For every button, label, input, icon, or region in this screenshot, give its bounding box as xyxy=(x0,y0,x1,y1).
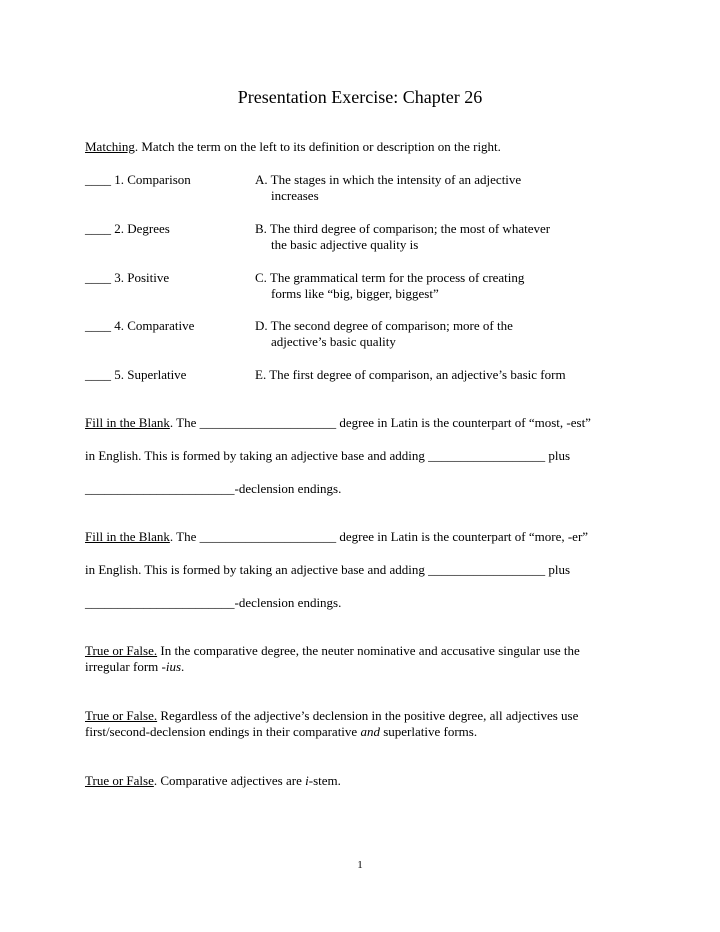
fill-blank-2-line-3: _______________________-declension endings. xyxy=(85,595,342,610)
true-false-text: Regardless of the adjective’s declension in the positive degree, all adjectives use xyxy=(157,708,579,723)
definition-line-1: C. The grammatical term for the process of creating xyxy=(255,270,525,285)
matching-definition xyxy=(255,221,615,253)
matching-term: ____ 4. Comparative xyxy=(85,318,195,333)
definition-line-2: the basic adjective quality is xyxy=(271,237,419,252)
definition-line-2: forms like “big, bigger, biggest” xyxy=(271,286,439,301)
true-false-2-line-2 xyxy=(85,724,477,740)
fill-blank-heading: Fill in the Blank xyxy=(85,529,170,544)
definition-line-1: B. The third degree of comparison; the most of whatever xyxy=(255,221,551,236)
true-false-heading: True or False xyxy=(85,773,154,788)
matching-instructions xyxy=(85,139,501,155)
true-false-1-line-1 xyxy=(85,643,580,659)
true-false-text: irregular form xyxy=(85,659,162,674)
page-number: 1 xyxy=(357,859,363,871)
page-title: Presentation Exercise: Chapter 26 xyxy=(237,87,483,107)
true-false-text: first/second-declension endings in their comparative xyxy=(85,724,361,739)
true-false-1-line-2 xyxy=(85,659,184,675)
true-false-heading: True or False. xyxy=(85,643,158,658)
matching-term: ____ 3. Positive xyxy=(85,270,170,285)
fill-blank-1-line-1 xyxy=(85,415,591,431)
matching-definition xyxy=(255,270,615,302)
definition-line-1: A. The stages in which the intensity of an adjective xyxy=(255,172,522,187)
definition-line-2: increases xyxy=(271,188,319,203)
italic-term: i xyxy=(305,773,309,788)
matching-definition xyxy=(255,367,635,383)
true-false-text: . xyxy=(181,659,185,674)
fill-blank-heading: Fill in the Blank xyxy=(85,415,170,430)
fill-blank-1-line-2: in English. This is formed by taking an adjective base and adding __________________ plus xyxy=(85,448,571,463)
true-false-text: . Comparative adjectives are xyxy=(153,773,306,788)
fill-blank-2-line-2: in English. This is formed by taking an adjective base and adding __________________ plus xyxy=(85,562,571,577)
fill-blank-text: . The _____________________ degree in Latin is the counterpart of “most, -est” xyxy=(169,415,591,430)
fill-blank-2-line-1 xyxy=(85,529,588,545)
matching-term: ____ 2. Degrees xyxy=(85,221,170,236)
matching-definition xyxy=(255,172,615,204)
fill-blank-text: . The _____________________ degree in Latin is the counterpart of “more, -er” xyxy=(169,529,589,544)
italic-term: and xyxy=(360,724,380,739)
true-false-3-line-1 xyxy=(85,773,341,789)
matching-heading: Matching xyxy=(85,139,135,154)
italic-term: -ius xyxy=(161,659,182,674)
matching-term: ____ 1. Comparison xyxy=(85,172,191,187)
definition-line-1: E. The first degree of comparison, an adjective’s basic form xyxy=(255,367,566,382)
true-false-text: -stem. xyxy=(308,773,341,788)
true-false-text: superlative forms. xyxy=(379,724,478,739)
true-false-heading: True or False. xyxy=(85,708,158,723)
fill-blank-1-line-3: _______________________-declension endings. xyxy=(85,481,342,496)
matching-instruction-text: . Match the term on the left to its definition or description on the right. xyxy=(134,139,501,154)
matching-term: ____ 5. Superlative xyxy=(85,367,187,382)
definition-line-1: D. The second degree of comparison; more of the xyxy=(255,318,513,333)
true-false-text: In the comparative degree, the neuter nominative and accusative singular use the xyxy=(157,643,580,658)
matching-definition xyxy=(255,318,615,350)
true-false-2-line-1 xyxy=(85,708,578,724)
definition-line-2: adjective’s basic quality xyxy=(271,334,396,349)
